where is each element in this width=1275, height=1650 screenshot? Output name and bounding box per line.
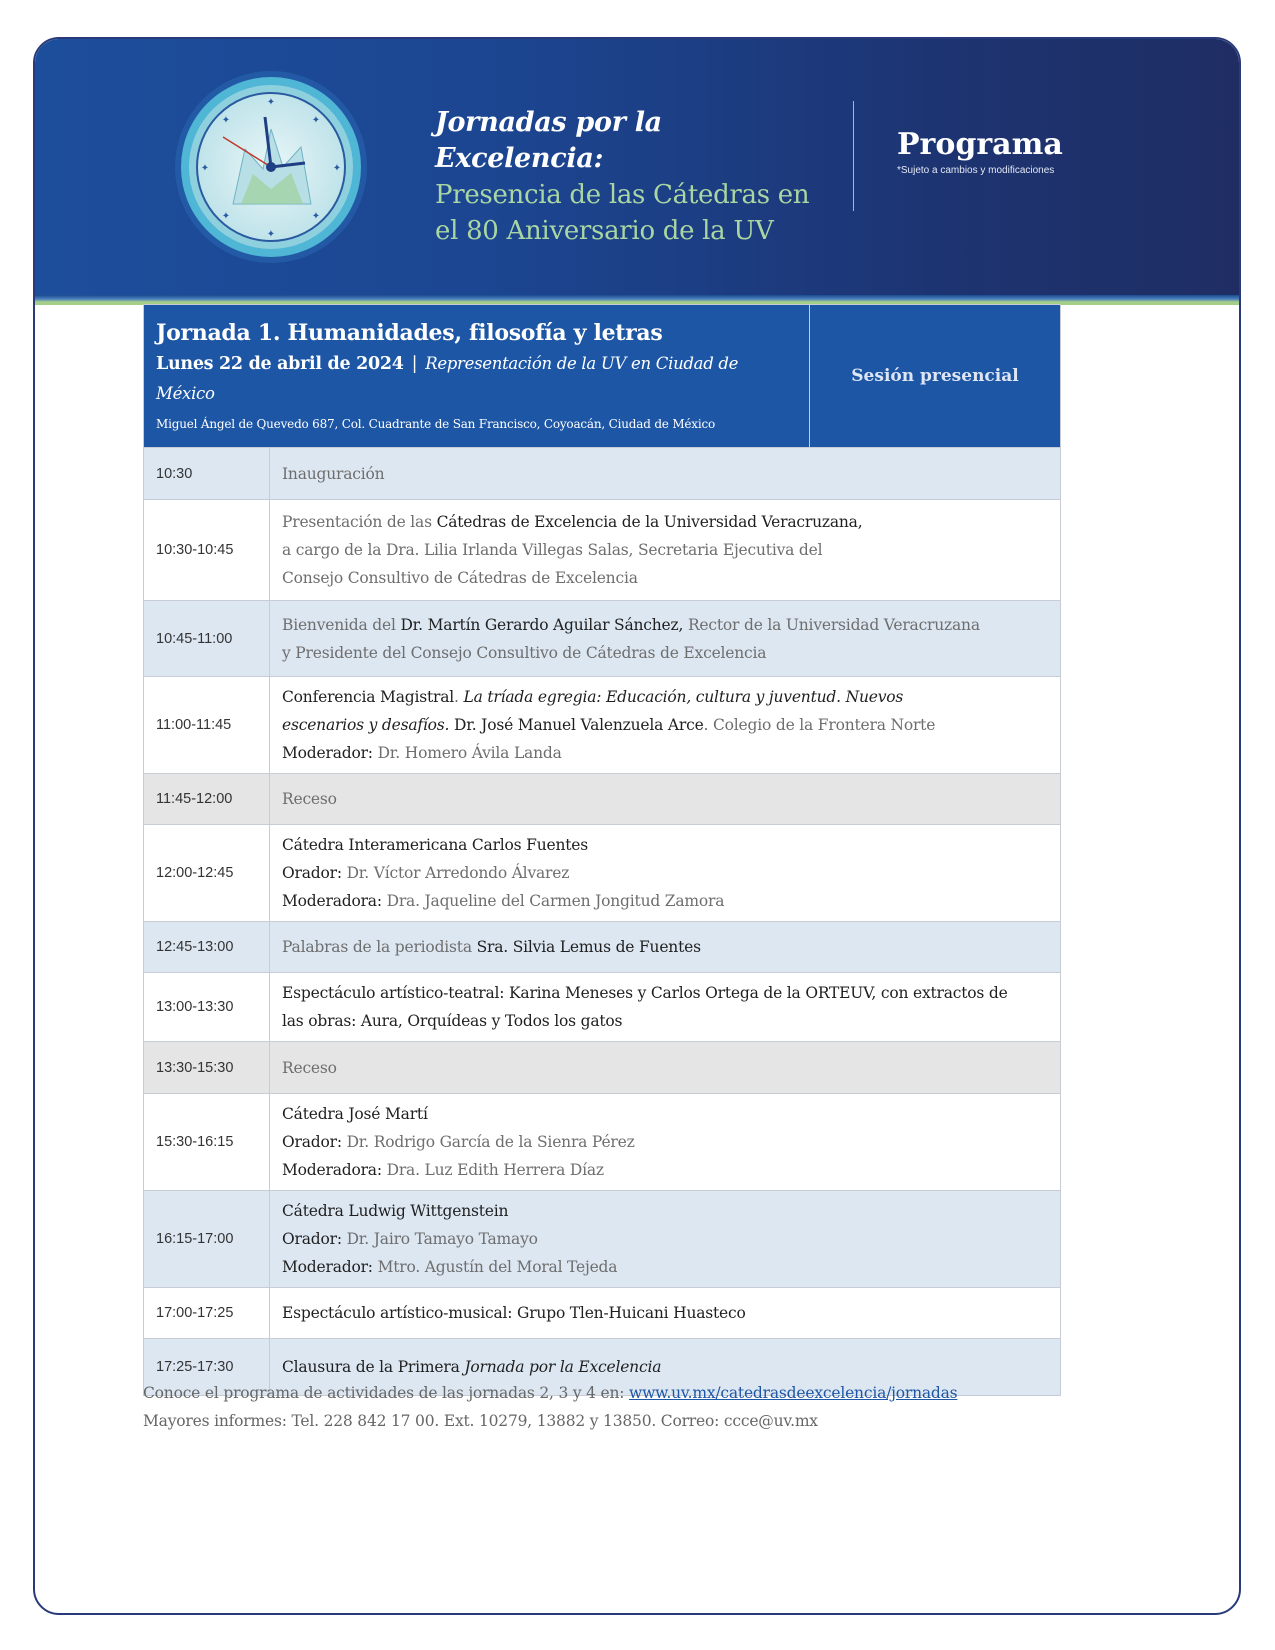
header-divider [853, 101, 854, 211]
row-text: Dra. Jaqueline del Carmen Jongitud Zamora [381, 892, 725, 910]
table-row [144, 677, 1061, 774]
row-emphasis: Dr. José Manuel Valenzuela Arce [449, 716, 704, 734]
row-line: Consejo Consultivo de Cátedras de Excelencia [282, 569, 638, 587]
jornada-info [144, 305, 810, 448]
row-description [270, 1191, 1061, 1288]
header-title [435, 105, 835, 249]
row-line [282, 1128, 1048, 1156]
row-description [270, 677, 1061, 774]
row-emphasis: Moderadora: [282, 892, 382, 910]
table-header-row [144, 305, 1061, 448]
table-row [144, 973, 1061, 1042]
row-emphasis: Orador: [282, 1230, 342, 1248]
table-row [144, 1288, 1061, 1339]
row-text: Dr. Jairo Tamayo Tamayo [341, 1230, 538, 1248]
table-row [144, 1094, 1061, 1191]
row-line: Espectáculo artístico-teatral: Karina Meneses y Carlos Ortega de la ORTEUV, con extractos de [282, 984, 1008, 1002]
row-emphasis: Moderador: [282, 1258, 373, 1276]
row-text: Palabras de la periodista [282, 938, 477, 956]
svg-text:✦: ✦ [221, 211, 231, 222]
row-emphasis: Dr. Martín Gerardo Aguilar Sánchez, [400, 615, 684, 634]
jornada-title: Jornada 1. Humanidades, filosofía y letras [156, 320, 663, 346]
row-italic: escenarios y desafíos. [282, 716, 450, 734]
row-description [270, 448, 1061, 500]
svg-text:✦: ✦ [332, 163, 342, 174]
row-description [270, 1288, 1061, 1339]
row-time: 15:30-16:15 [144, 1094, 270, 1191]
program-label: Programa [897, 127, 1063, 162]
row-line [282, 859, 1048, 887]
row-description [270, 973, 1061, 1042]
row-time: 10:30-10:45 [144, 500, 270, 601]
row-time: 11:45-12:00 [144, 774, 270, 825]
row-description [270, 774, 1061, 825]
row-time: 10:30 [144, 448, 270, 500]
row-line [282, 1156, 1048, 1184]
row-line [282, 1253, 1048, 1281]
row-text: Rector de la Universidad Veracruzana [683, 615, 980, 634]
footer-line1 [143, 1379, 1143, 1407]
row-italic: La tríada egregia: Educación, cultura y juventud. Nuevos [463, 688, 904, 706]
jornada-address: Miguel Ángel de Quevedo 687, Col. Cuadrante de San Francisco, Coyoacán, Ciudad de México [156, 417, 716, 431]
row-description [270, 825, 1061, 922]
row-time: 11:00-11:45 [144, 677, 270, 774]
session-type: Sesión presencial [810, 305, 1061, 448]
header-title-line2: Presencia de las Cátedras en [435, 180, 810, 210]
row-text: Dr. Rodrigo García de la Sienra Pérez [341, 1133, 635, 1151]
row-text: Inauguración [282, 464, 385, 483]
table-row [144, 448, 1061, 500]
jornada-venue: Representación de la UV en Ciudad de México [156, 354, 739, 403]
row-time: 12:45-13:00 [144, 922, 270, 973]
date-separator: | [411, 354, 418, 374]
row-emphasis: Orador: [282, 864, 342, 882]
row-text: Presentación de las [282, 513, 437, 531]
row-time: 10:45-11:00 [144, 601, 270, 677]
row-text: . [454, 688, 464, 706]
svg-text:✦: ✦ [266, 229, 276, 240]
row-text: Espectáculo artístico-musical: Grupo Tlen-Huicani Huasteco [282, 1304, 746, 1322]
schedule-table [143, 304, 1061, 1396]
jornadas-link[interactable]: www.uv.mx/catedrasdeexcelencia/jornadas [629, 1384, 958, 1402]
row-line [282, 711, 1048, 739]
row-description [270, 1094, 1061, 1191]
jornada-date-line [156, 349, 797, 409]
row-text: Mtro. Agustín del Moral Tejeda [372, 1258, 618, 1276]
header-title-line1: Jornadas por la Excelencia: [435, 107, 662, 174]
row-line [282, 611, 1048, 639]
table-row [144, 774, 1061, 825]
row-text: Dr. Homero Ávila Landa [372, 744, 562, 762]
row-text: Receso [282, 1058, 337, 1077]
row-text: Bienvenida del [282, 615, 401, 634]
row-description [270, 1042, 1061, 1094]
row-line: y Presidente del Consejo Consultivo de Cátedras de Excelencia [282, 643, 767, 662]
row-line: Cátedra Interamericana Carlos Fuentes [282, 836, 588, 854]
table-row [144, 825, 1061, 922]
row-description [270, 500, 1061, 601]
row-time: 17:00-17:25 [144, 1288, 270, 1339]
row-line: Cátedra José Martí [282, 1105, 428, 1123]
row-text: Dra. Luz Edith Herrera Díaz [381, 1161, 604, 1179]
row-emphasis: Moderador: [282, 744, 373, 762]
row-line [282, 683, 1048, 711]
row-time: 12:00-12:45 [144, 825, 270, 922]
table-row [144, 1191, 1061, 1288]
footer-info [143, 1379, 1143, 1435]
row-line [282, 1225, 1048, 1253]
row-line: a cargo de la Dra. Lilia Irlanda Villegas Salas, Secretaria Ejecutiva del [282, 541, 823, 559]
jornada-date: Lunes 22 de abril de 2024 [156, 354, 404, 374]
row-emphasis: Orador: [282, 1133, 342, 1151]
row-line [282, 508, 1048, 536]
row-description [270, 601, 1061, 677]
row-time: 17:25-17:30 [144, 1339, 270, 1396]
header-title-line3: el 80 Aniversario de la UV [435, 216, 774, 246]
program-heading [897, 127, 1063, 176]
row-line [282, 739, 1048, 767]
row-emphasis: Moderadora: [282, 1161, 382, 1179]
svg-text:✦: ✦ [311, 211, 321, 222]
svg-text:✦: ✦ [221, 115, 231, 126]
row-italic: Jornada por la Excelencia [464, 1358, 662, 1376]
row-text: Clausura de la Primera [282, 1358, 465, 1376]
table-row [144, 922, 1061, 973]
row-emphasis: Cátedras de Excelencia de la Universidad Veracruzana, [436, 513, 863, 531]
row-time: 13:00-13:30 [144, 973, 270, 1042]
svg-text:✦: ✦ [311, 115, 321, 126]
row-line: las obras: Aura, Orquídeas y Todos los gatos [282, 1012, 623, 1030]
row-time: 13:30-15:30 [144, 1042, 270, 1094]
row-line [282, 887, 1048, 915]
table-row [144, 1042, 1061, 1094]
program-note: *Sujeto a cambios y modificaciones [897, 165, 1055, 176]
row-line: Cátedra Ludwig Wittgenstein [282, 1202, 509, 1220]
row-time: 16:15-17:00 [144, 1191, 270, 1288]
row-emphasis: Sra. Silvia Lemus de Fuentes [476, 938, 701, 956]
row-text: . Colegio de la Frontera Norte [703, 716, 936, 734]
row-emphasis: Conferencia Magistral [282, 688, 455, 706]
svg-text:✦: ✦ [200, 163, 210, 174]
table-row [144, 500, 1061, 601]
row-text: Dr. Víctor Arredondo Álvarez [341, 864, 570, 882]
clock-logo [173, 69, 369, 265]
footer-text: Conoce el programa de actividades de las jornadas 2, 3 y 4 en: [143, 1384, 630, 1402]
footer-line2: Mayores informes: Tel. 228 842 17 00. Ext. 10279, 13882 y 13850. Correo: ccce@uv.mx [143, 1412, 818, 1430]
table-row [144, 601, 1061, 677]
row-description [270, 922, 1061, 973]
svg-text:✦: ✦ [266, 97, 276, 108]
header-banner [35, 39, 1239, 295]
row-text: Receso [282, 790, 337, 808]
